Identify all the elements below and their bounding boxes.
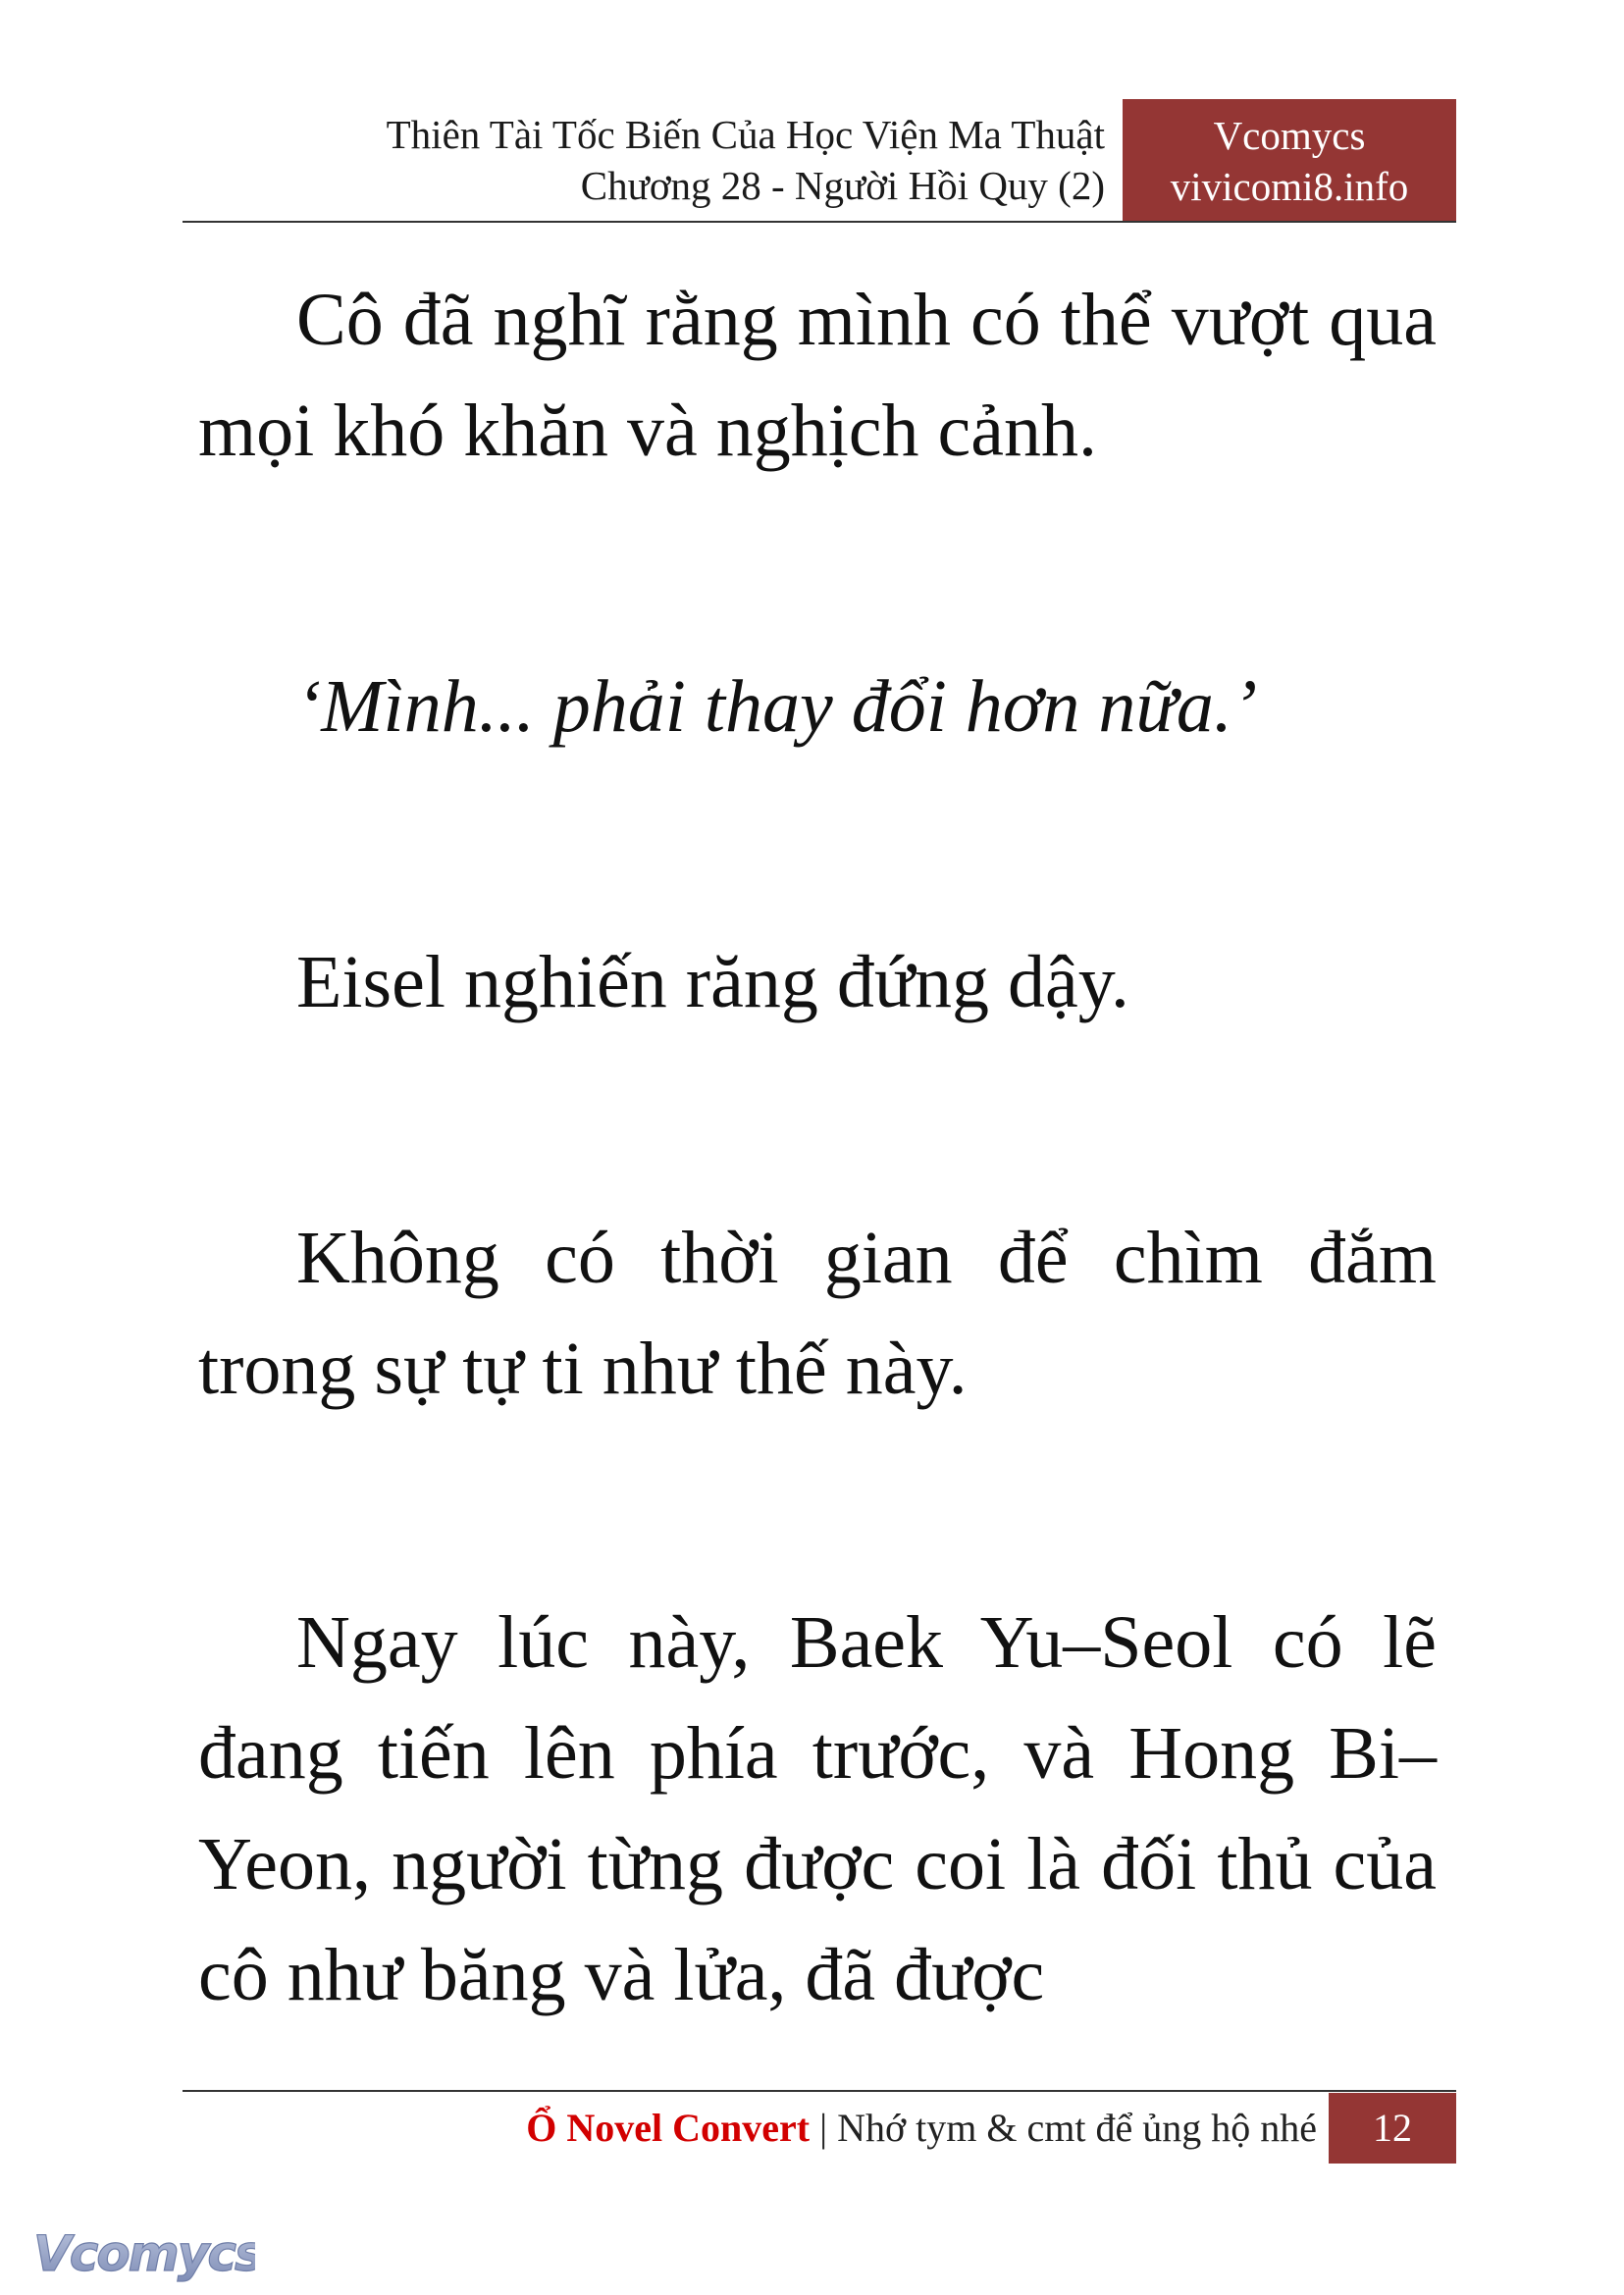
badge-site-url: vivicomi8.info <box>1170 164 1409 209</box>
footer-brand: Ổ Novel Convert <box>526 2106 811 2150</box>
paragraph-3: Eisel nghiến răng đứng dậy. <box>296 941 1129 1023</box>
vcomycs-logo-icon <box>29 2219 255 2290</box>
page-header <box>183 99 1456 221</box>
chapter-title: Chương 28 - Người Hồi Quy (2) <box>580 163 1105 208</box>
paragraph-5: Ngay lúc này, Baek Yu–Seol có lẽ đang tiến lên phía trước, và Hong Bi–Yeon, người từng được coi là đối thủ của cô như băng và lửa, đã được <box>198 1601 1437 2016</box>
footer-message: Nhớ tym & cmt để ủng hộ nhé <box>837 2106 1317 2150</box>
footer-separator: | <box>819 2106 828 2150</box>
footer-divider <box>183 2090 1456 2092</box>
paragraph-thought: ‘Mình... phải thay đổi hơn nữa.’ <box>296 665 1258 748</box>
page-content <box>198 265 1437 2031</box>
paragraph-4: Không có thời gian để chìm đắm trong sự tự ti như thế này. <box>198 1217 1437 1410</box>
header-divider <box>183 221 1456 223</box>
footer-text <box>526 2103 1317 2154</box>
source-badge <box>1123 99 1456 221</box>
header-titles <box>387 109 1105 211</box>
book-title: Thiên Tài Tốc Biến Của Học Viện Ma Thuật <box>386 112 1105 157</box>
page-number: 12 <box>1329 2093 1456 2164</box>
badge-site-name: Vcomycs <box>1213 113 1366 158</box>
svg-text:Vcomycs: Vcomycs <box>33 2225 255 2282</box>
page-footer <box>183 2093 1456 2164</box>
paragraph-1: Cô đã nghĩ rằng mình có thể vượt qua mọi khó khăn và nghịch cảnh. <box>198 279 1437 472</box>
